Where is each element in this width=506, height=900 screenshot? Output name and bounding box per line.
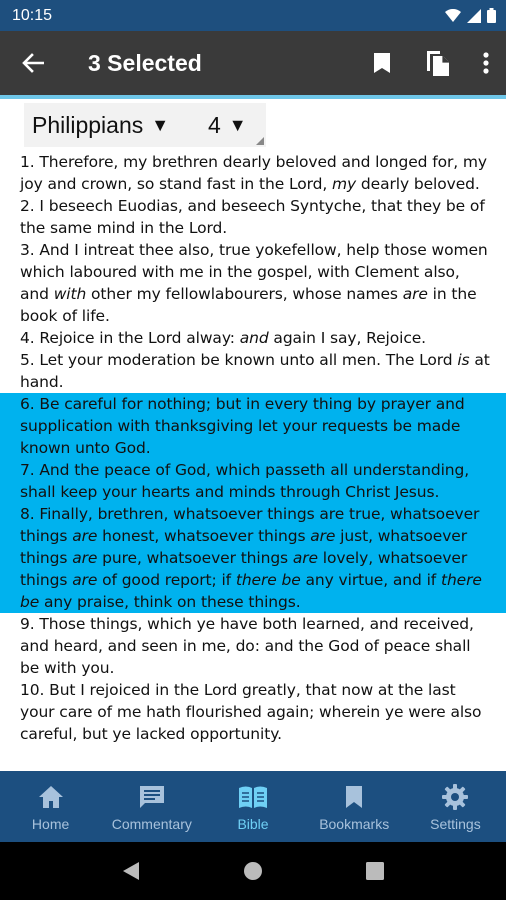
verse-italic-text: are — [72, 571, 98, 589]
verse-item[interactable] — [0, 151, 506, 195]
verse-text: 8. Finally, brethren, whatsoever things are true, whatsoever things — [20, 505, 480, 545]
verse-italic-text: there be — [20, 571, 482, 611]
dropdown-arrow-icon: ▼ — [228, 114, 247, 135]
verse-italic-text: is — [457, 351, 470, 369]
verse-text: other my fellowlabourers, whose names — [86, 285, 403, 303]
status-icons — [445, 8, 496, 23]
more-vert-icon — [483, 52, 489, 74]
settings-icon — [442, 782, 468, 812]
verse-text: in the book of life. — [20, 285, 477, 325]
verse-text: lovely, whatsoever things — [20, 549, 468, 589]
verse-text: again I say, Rejoice. — [268, 329, 427, 347]
book-name: Philippians — [32, 111, 144, 138]
verse-italic-text: are — [292, 549, 318, 567]
verse-text: 6. Be careful for nothing; but in every thing by prayer and supplication with thanksgiving let your requests be made known unto God. — [20, 395, 465, 457]
verse-text: 4. Rejoice in the Lord alway: — [20, 329, 240, 347]
system-back-icon[interactable] — [122, 861, 140, 881]
verse-italic-text: and — [239, 329, 269, 347]
copy-button[interactable] — [410, 31, 466, 95]
verse-list — [0, 151, 506, 771]
system-navigation — [0, 842, 506, 900]
bookmark-icon — [345, 782, 363, 812]
verse-text: honest, whatsoever things — [97, 527, 311, 545]
verse-italic-text: are — [72, 527, 98, 545]
wifi-icon — [445, 9, 461, 23]
nav-settings-label: Settings — [430, 815, 481, 832]
verse-item[interactable] — [0, 349, 506, 393]
chapter-number: 4 — [208, 111, 221, 138]
verse-item[interactable] — [0, 239, 506, 327]
verse-italic-text: there be — [235, 571, 301, 589]
verse-text: of good report; if — [97, 571, 236, 589]
nav-bookmarks-label: Bookmarks — [319, 815, 390, 832]
copy-icon — [425, 49, 451, 77]
verse-italic-text: my — [332, 175, 357, 193]
commentary-icon — [138, 782, 166, 812]
selection-action-bar — [0, 31, 506, 95]
bookmark-icon — [373, 52, 391, 74]
verse-text: at hand. — [20, 351, 490, 391]
verse-item[interactable] — [0, 613, 506, 679]
dropdown-arrow-icon: ▼ — [151, 114, 170, 135]
verse-text: just, whatsoever things — [20, 527, 467, 567]
more-options-button[interactable] — [466, 31, 506, 95]
book-icon — [238, 782, 268, 812]
bottom-navigation — [0, 771, 506, 842]
verse-text: dearly beloved. — [356, 175, 480, 193]
verse-text: 1. Therefore, my brethren dearly beloved and longed for, my joy and crown, so stand fast in the Lord, — [20, 153, 487, 193]
verse-item[interactable] — [0, 679, 506, 745]
verse-item[interactable] — [0, 503, 506, 613]
verse-italic-text: are — [310, 527, 336, 545]
spinner-corner-icon — [256, 137, 264, 145]
chapter-dropdown[interactable] — [204, 103, 266, 147]
bookmark-button[interactable] — [354, 31, 410, 95]
verse-italic-text: with — [53, 285, 87, 303]
verse-text: 7. And the peace of God, which passeth all understanding, shall keep your hearts and minds through Christ Jesus. — [20, 461, 470, 501]
selection-count-title: 3 Selected — [88, 49, 202, 76]
status-bar — [0, 0, 506, 31]
verse-text: 9. Those things, which ye have both learned, and received, and heard, and seen in me, do: and the God of peace shall be with you. — [20, 615, 474, 677]
selector-row — [0, 99, 506, 151]
verse-text: 3. And I intreat thee also, true yokefellow, help those women which laboured with me in the gospel, with Clement also, and — [20, 241, 488, 303]
verse-text: 5. Let your moderation be known unto all men. The Lord — [20, 351, 458, 369]
verse-text: any praise, think on these things. — [39, 593, 301, 611]
verse-text: 2. I beseech Euodias, and beseech Syntyche, that they be of the same mind in the Lord. — [20, 197, 485, 237]
nav-bookmarks[interactable] — [304, 771, 405, 842]
nav-settings[interactable] — [405, 771, 506, 842]
nav-home-label: Home — [31, 815, 70, 832]
verse-item[interactable] — [0, 459, 506, 503]
verse-text: 10. But I rejoiced in the Lord greatly, that now at the last your care of me hath flourished again; wherein ye were also careful, but ye lacked opportunity. — [20, 681, 482, 743]
nav-commentary[interactable] — [101, 771, 202, 842]
nav-bible[interactable] — [202, 771, 303, 842]
nav-commentary-label: Commentary — [111, 815, 192, 832]
verse-item[interactable] — [0, 327, 506, 349]
book-dropdown[interactable] — [24, 103, 204, 147]
nav-bible-label: Bible — [237, 815, 269, 832]
verse-item[interactable] — [0, 393, 506, 459]
back-arrow-icon — [22, 53, 44, 73]
verse-text: any virtue, and if — [300, 571, 441, 589]
system-recents-icon[interactable] — [366, 862, 384, 880]
back-button[interactable] — [0, 31, 66, 95]
verse-italic-text: are — [402, 285, 428, 303]
verse-italic-text: are — [72, 549, 98, 567]
cell-signal-icon — [467, 9, 481, 23]
verse-item[interactable] — [0, 195, 506, 239]
home-icon — [38, 782, 64, 812]
system-home-icon[interactable] — [243, 861, 263, 881]
battery-icon — [487, 8, 496, 23]
status-time: 10:15 — [12, 6, 53, 24]
verse-text: pure, whatsoever things — [97, 549, 293, 567]
nav-home[interactable] — [0, 771, 101, 842]
